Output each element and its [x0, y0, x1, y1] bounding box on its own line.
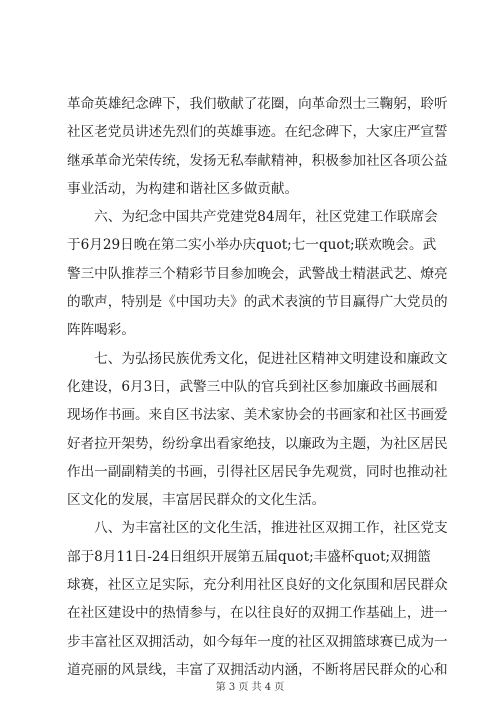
- text-line: 现场作书画。来自区书法家、美术家协会的书画家和社区书画爱: [67, 407, 448, 424]
- text-line: 的歌声，特别是《中国功夫》的武术表演的节目赢得广大党员的: [67, 294, 448, 311]
- text-line: 阵阵喝彩。: [67, 322, 135, 339]
- text-line: 六、为纪念中国共产党建党84周年，社区党建工作联席会: [67, 209, 438, 226]
- text-line: 化建设，6月3日，武警三中队的官兵到社区参加廉政书画展和: [67, 378, 438, 395]
- text-line: 区文化的发展，丰富居民群众的文化生活。: [67, 492, 326, 509]
- body-text: [67, 90, 448, 684]
- text-line: 作出一副副精美的书画，引得社区居民争先观赏，同时也推动社: [67, 463, 448, 480]
- text-line: 好者拉开架势，纷纷拿出看家绝技，以廉政为主题，为社区居民: [67, 435, 448, 452]
- text-line: 部于8月11日-24日组织开展第五届quot;丰盛杯quot;双拥篮: [67, 548, 431, 565]
- text-line: 八、为丰富社区的文化生活，推进社区双拥工作，社区党支: [67, 520, 448, 537]
- text-line: 步丰富社区双拥活动，如今每年一度的社区双拥篮球赛已成为一: [67, 633, 448, 650]
- text-line: 于6月29日晚在第二实小举办庆quot;七一quot;联欢晚会。武: [67, 237, 437, 254]
- text-line: 球赛，社区立足实际，充分利用社区良好的文化氛围和居民群众: [67, 577, 448, 594]
- paragraph-4: [67, 514, 448, 684]
- page-footer: 第 3 页 共 4 页: [215, 682, 285, 693]
- text-line: 革命英雄纪念碑下，我们敬献了花圈，向革命烈士三鞠躬，聆听: [67, 96, 448, 112]
- paragraph-3: [67, 345, 448, 515]
- text-line: 事业活动，为构建和谐社区多做贡献。: [67, 180, 299, 197]
- paragraph-1: [67, 90, 448, 203]
- paragraph-2: [67, 203, 448, 344]
- text-line: 七、为弘扬民族优秀文化，促进社区精神文明建设和廉政文: [67, 350, 448, 367]
- text-line: 继承革命光荣传统，发扬无私奉献精神，积极参加社区各项公益: [67, 152, 448, 169]
- text-line: 社区老党员讲述先烈们的英雄事迹。在纪念碑下，大家庄严宣誓: [67, 124, 448, 141]
- text-line: 警三中队推荐三个精彩节目参加晚会，武警战士精湛武艺、燎亮: [67, 265, 448, 282]
- text-line: 道亮丽的风景线，丰富了双拥活动内涵，不断将居民群众的心和: [67, 661, 448, 678]
- text-line: 在社区建设中的热情参与，在以往良好的双拥工作基础上，进一: [67, 605, 448, 622]
